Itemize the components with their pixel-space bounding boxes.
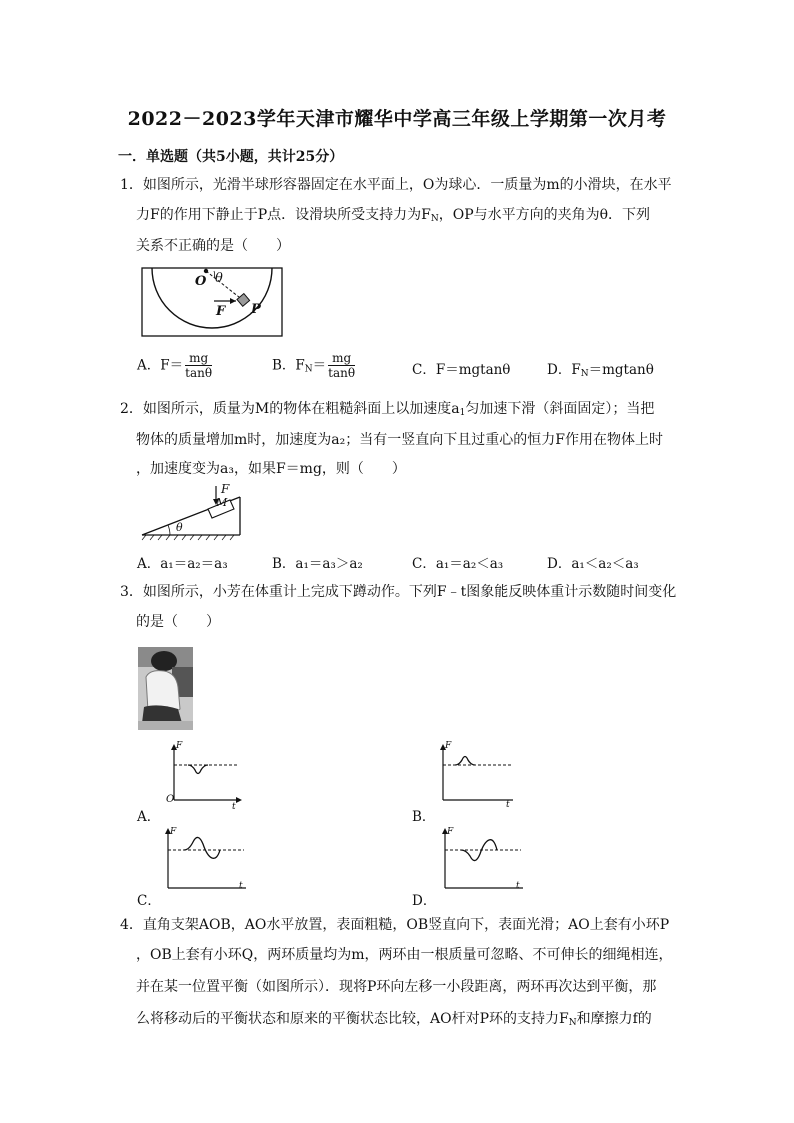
q2-option-d[interactable]: D．a₁＜a₂＜a₃ xyxy=(547,556,639,572)
q2-fig-label-F: F xyxy=(221,482,230,496)
q3-option-b[interactable]: B． xyxy=(412,809,436,825)
q4-text-line1: 4．直角支架AOB，AO水平放置，表面粗糙，OB竖直向下，表面光滑；AO上套有小环P xyxy=(120,917,670,933)
q1-option-d[interactable]: D．$F_N=mgtan\theta$ xyxy=(547,362,654,379)
q3-option-d[interactable]: D． xyxy=(412,893,437,909)
q3-graph-a-axis-f: F xyxy=(176,741,183,751)
q3-graph-a[interactable] xyxy=(166,742,246,804)
q1-option-c[interactable]: C．F＝mgtanθ xyxy=(412,362,511,378)
q1-fig-label-F: F xyxy=(216,304,226,319)
q3-graph-d-axis-t: t xyxy=(516,881,520,891)
q2-text-line1: 2．如图所示，质量为M的物体在粗糙斜面上以加速度$a_1$匀加速下滑（斜面固定）；当把 xyxy=(120,401,655,418)
q4-text-line2: ，OB上套有小环Q，两环质量均为m，两环由一根质量可忽略、不可伸长的细绳相连， xyxy=(136,947,673,963)
q1-option-b[interactable]: B．$F_N=$ $\frac{mg}{\tan\theta}$ xyxy=(272,351,356,380)
q3-graph-b[interactable] xyxy=(435,742,517,804)
q1-fig-label-P: P xyxy=(251,302,261,317)
q3-graph-b-axis-f: F xyxy=(445,741,452,751)
q2-incline-figure xyxy=(140,483,270,541)
q1-text-line1: 1．如图所示，光滑半球形容器固定在水平面上，O为球心．一质量为m的小滑块，在水平 xyxy=(120,177,672,193)
q4-text-line3: 并在某一位置平衡（如图所示）．现将P环向左移一小段距离，两环再次达到平衡，那 xyxy=(136,979,657,995)
q3-option-a[interactable]: A． xyxy=(137,809,161,825)
q1-option-a[interactable]: A．F＝ $\frac{mg}{\tan\theta}$ xyxy=(137,351,213,380)
q3-graph-a-axis-t: t xyxy=(232,802,236,812)
q3-text-line1: 3．如图所示，小芳在体重计上完成下蹲动作。下列F﹣t图象能反映体重计示数随时间变化 xyxy=(120,584,677,600)
q3-graph-c-axis-f: F xyxy=(170,827,177,837)
q2-fig-label-theta: θ xyxy=(176,521,183,534)
q1-text-line2: 力F的作用下静止于P点．设滑块所受支持力为$F_N$，OP与水平方向的夹角为θ．下列 xyxy=(136,207,651,224)
q2-option-b[interactable]: B．a₁＝a₃＞a₂ xyxy=(272,556,363,572)
q3-text-line2: 的是（ ） xyxy=(136,614,220,630)
q1-fig-label-theta: θ xyxy=(215,271,223,286)
q2-option-a[interactable]: A．a₁＝a₂＝a₃ xyxy=(137,556,228,572)
q2-text-line3: ，加速度变为a₃，如果F＝mg，则（ ） xyxy=(136,461,406,477)
q2-option-c[interactable]: C．a₁＝a₂＜a₃ xyxy=(412,556,504,572)
section-heading: 一．单选题（共5小题，共计25分） xyxy=(118,149,344,165)
q4-text-line4: 么将移动后的平衡状态和原来的平衡状态比较，AO杆对P环的支持力$F_N$和摩擦力f的 xyxy=(136,1011,652,1028)
q3-option-c[interactable]: C． xyxy=(137,893,161,909)
q2-fig-label-M: M xyxy=(216,496,228,509)
page-title: 2022－2023学年天津市耀华中学高三年级上学期第一次月考 xyxy=(127,108,667,130)
q3-photo-scale xyxy=(138,647,193,730)
q3-graph-c-axis-t: t xyxy=(239,881,243,891)
q1-fig-label-O: O xyxy=(195,274,207,289)
q3-graph-d-axis-f: F xyxy=(447,827,454,837)
q3-graph-a-origin: O xyxy=(166,794,175,805)
q3-graph-b-axis-t: t xyxy=(506,800,510,810)
q1-text-line3: 关系不正确的是（ ） xyxy=(136,238,290,254)
q2-text-line2: 物体的质量增加m时，加速度为a₂；当有一竖直向下且过重心的恒力F作用在物体上时 xyxy=(136,432,663,448)
